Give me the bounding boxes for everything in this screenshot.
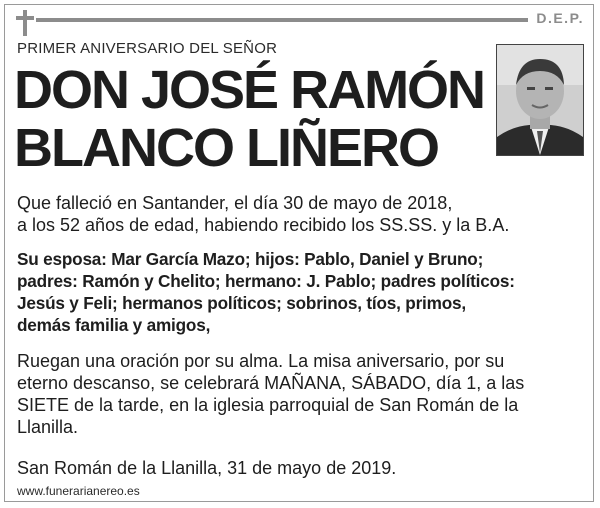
notice-subtitle: PRIMER ANIVERSARIO DEL SEÑOR [17, 40, 278, 57]
request-line: SIETE de la tarde, en la iglesia parroquial de San Román de la [17, 395, 519, 415]
deceased-name [14, 61, 484, 177]
family-line: padres: Ramón y Chelito; hermano: J. Pablo; padres políticos: [17, 271, 515, 291]
request-line: Llanilla. [17, 417, 79, 437]
cross-icon [14, 10, 36, 36]
portrait-photo [496, 44, 584, 156]
header-rule [36, 18, 528, 22]
request-line: Ruegan una oración por su alma. La misa aniversario, por su [17, 351, 505, 371]
family-line: Jesús y Feli; hermanos políticos; sobrinos, tíos, primos, [17, 293, 466, 313]
dep-label: D.E.P. [536, 10, 584, 26]
name-line-2: BLANCO LIÑERO [14, 118, 438, 178]
family-line: Su esposa: Mar García Mazo; hijos: Pablo, Daniel y Bruno; [17, 249, 484, 269]
request-paragraph [17, 350, 524, 438]
request-line: eterno descanso, se celebrará MAÑANA, SÁBADO, día 1, a las [17, 373, 525, 393]
family-line: demás familia y amigos, [17, 315, 211, 335]
intro-paragraph [17, 192, 509, 236]
website-link[interactable]: www.funerarianereo.es [17, 484, 140, 498]
place-date: San Román de la Llanilla, 31 de mayo de 2019. [17, 458, 397, 478]
intro-line: Que falleció en Santander, el día 30 de mayo de 2018, [17, 193, 453, 213]
family-paragraph [17, 248, 515, 336]
name-line-1: DON JOSÉ RAMÓN [14, 60, 485, 120]
intro-line: a los 52 años de edad, habiendo recibido los SS.SS. y la B.A. [17, 215, 510, 235]
